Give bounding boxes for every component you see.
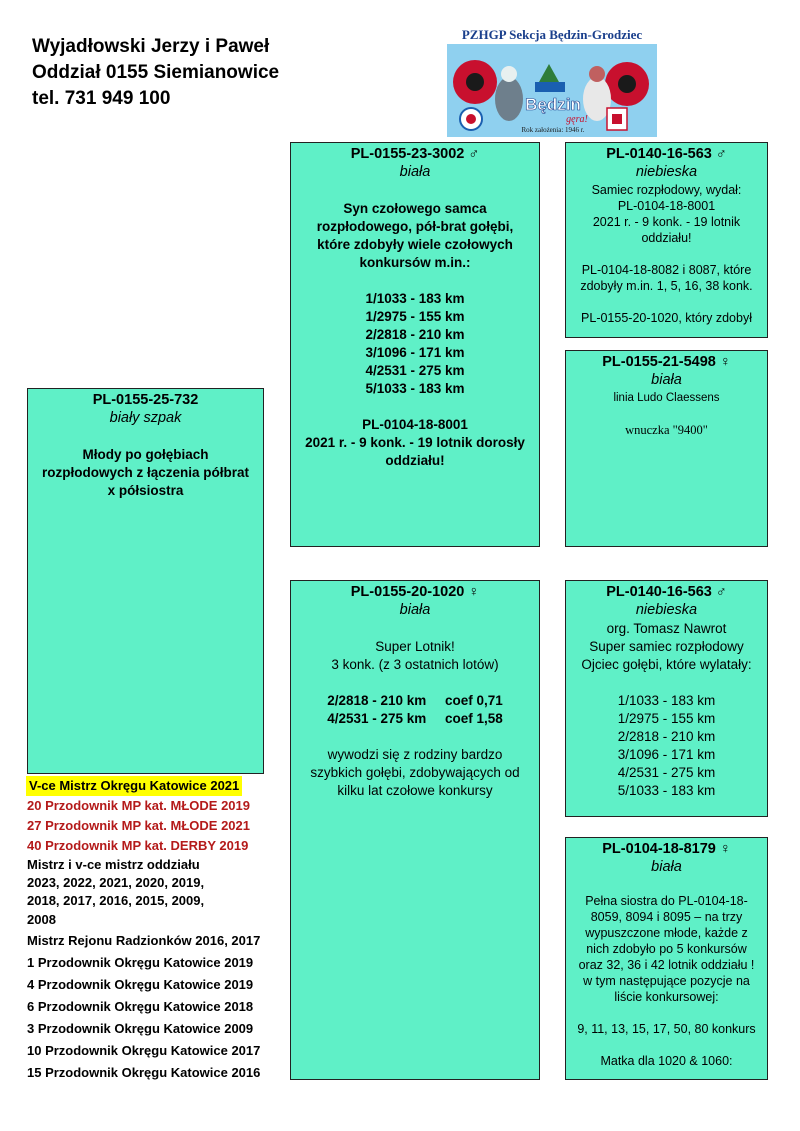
main-bird-ring-id: PL-0155-25-732 xyxy=(92,392,199,408)
achievement-oddzial: 2018, 2017, 2016, 2015, 2009, xyxy=(27,893,205,908)
mf-result: 1/2975 - 155 km xyxy=(617,711,716,726)
logo-graphic xyxy=(447,24,657,137)
pedigree-mother: PL-0155-20-1020 ♀ biała Super Lotnik! 3 konk. (z 3 ostatnich lotów) 2/2818 - 210 km coef 0,71 4/2531 - 275 km coef 1,58 wywodzi się z rodziny bardzo szybkich gołębi, zdobywających od kilku lat czołowe konkursy xyxy=(290,580,540,1080)
mother-result: 4/2531 - 275 km coef 1,58 xyxy=(327,711,503,726)
achievement-item: 4 Przodownik Okręgu Katowice 2019 xyxy=(27,977,254,992)
mf-result: 2/2818 - 210 km xyxy=(617,729,716,744)
main-bird-desc-1: Młody po gołębiach xyxy=(82,447,209,462)
father-result: 3/1096 - 171 km xyxy=(365,345,465,360)
achievements-list xyxy=(27,776,327,1084)
mf-result: 1/1033 - 183 km xyxy=(617,693,716,708)
section-logo xyxy=(447,24,657,137)
pedigree-mother-mother: PL-0104-18-8179 ♀ biała Pełna siostra do PL-0104-18- 8059, 8094 i 8095 – na trzy wypuszczone młode, każde z nich zdobyło po 5 konkursów oraz 32, 36 i 42 lotnik oddziału ! w tym następujące pozycje na liście konkursowej: 9, 11, 13, 15, 17, 50, 80 konkurs Matka dla 1020 & 1060: xyxy=(565,837,768,1080)
fm-ring-id: PL-0155-21-5498 ♀ xyxy=(602,354,731,370)
mf-color: niebieska xyxy=(635,602,698,618)
logo-founded: Rok założenia: 1946 r. xyxy=(521,126,585,134)
father-result: 1/1033 - 183 km xyxy=(365,291,465,306)
main-bird-desc-3: x półsiostra xyxy=(107,483,184,498)
pedigree-father-father: PL-0140-16-563 ♂ niebieska Samiec rozpłodowy, wydał: PL-0104-18-8001 2021 r. - 9 konk. - 19 lotnik oddziału! PL-0104-18-8082 i 8087, które zdobyły m.in. 1, 5, 16, 38 konk. PL-0155-20-1020, który zdobył xyxy=(565,142,768,338)
breeder-header xyxy=(32,34,279,112)
father-result: 5/1033 - 183 km xyxy=(365,381,465,396)
father-ring-id: PL-0155-23-3002 ♂ xyxy=(350,146,480,162)
pedigree-father: PL-0155-23-3002 ♂ biała Syn czołowego samca rozpłodowego, pół-brat gołębi, które zdobyły wiele czołowych konkursów m.in.: 1/1033 - 183 km 1/2975 - 155 km 2/2818 - 210 km 3/1096 - 171 km 4/2531 - 275 km 5/1033 - 183 km PL-0104-18-8001 2021 r. - 9 konk. - 19 lotnik dorosły oddziału! xyxy=(290,142,540,547)
main-bird-desc-2: rozpłodowych z łączenia półbrat xyxy=(41,465,250,480)
achievement-item: Mistrz Rejonu Radzionków 2016, 2017 xyxy=(27,933,261,948)
pigeon-left-icon xyxy=(495,77,523,121)
achievement-red: 20 Przodownik MP kat. MŁODE 2019 xyxy=(27,798,250,813)
father-result: 4/2531 - 275 km xyxy=(365,363,465,378)
logo-title: PZHGP Sekcja Będzin-Grodziec xyxy=(461,27,643,42)
father-result: 2/2818 - 210 km xyxy=(365,327,465,342)
father-color: biała xyxy=(399,164,431,180)
ff-color: niebieska xyxy=(635,164,698,180)
achievement-red: 40 Przodownik MP kat. DERBY 2019 xyxy=(27,838,249,853)
achievement-item: 1 Przodownik Okręgu Katowice 2019 xyxy=(27,955,254,970)
mf-result: 5/1033 - 183 km xyxy=(617,783,716,798)
pedigree-father-mother: PL-0155-21-5498 ♀ biała linia Ludo Claessens wnuczka "9400" xyxy=(565,350,768,547)
breeder-branch: Oddział 0155 Siemianowice xyxy=(32,62,280,83)
achievement-oddzial: 2023, 2022, 2021, 2020, 2019, xyxy=(27,875,205,890)
pedigree-mother-father: PL-0140-16-563 ♂ niebieska org. Tomasz Nawrot Super samiec rozpłodowy Ojciec gołębi, które wylatały: 1/1033 - 183 km 1/2975 - 155 km 2/2818 - 210 km 3/1096 - 171 km 4/2531 - 275 km 5/1033 - 183 km xyxy=(565,580,768,817)
achievement-highlight: V-ce Mistrz Okręgu Katowice 2021 xyxy=(26,776,242,796)
mf-ring-id: PL-0140-16-563 ♂ xyxy=(606,584,727,600)
logo-tagline: gęra! xyxy=(566,114,588,125)
breeder-phone: tel. 731 949 100 xyxy=(32,88,171,109)
achievement-red: 27 Przodownik MP kat. MŁODE 2021 xyxy=(27,818,250,833)
mf-result: 4/2531 - 275 km xyxy=(617,765,716,780)
achievement-item: 3 Przodownik Okręgu Katowice 2009 xyxy=(27,1021,254,1036)
logo-city: Będzin xyxy=(525,95,581,114)
mother-ring-id: PL-0155-20-1020 ♀ xyxy=(350,584,480,600)
main-bird-color: biały szpak xyxy=(109,410,182,426)
achievement-item: 6 Przodownik Okręgu Katowice 2018 xyxy=(27,999,254,1014)
father-result: 1/2975 - 155 km xyxy=(365,309,465,324)
mother-color: biała xyxy=(399,602,431,618)
pedigree-main-bird xyxy=(27,388,264,774)
achievement-item: 15 Przodownik Okręgu Katowice 2016 xyxy=(27,1065,261,1080)
mm-color: biała xyxy=(651,859,682,875)
achievement-oddzial: 2008 xyxy=(27,912,56,927)
breeder-name: Wyjadłowski Jerzy i Paweł xyxy=(32,36,270,57)
ff-ring-id: PL-0140-16-563 ♂ xyxy=(606,146,727,162)
mm-ring-id: PL-0104-18-8179 ♀ xyxy=(602,841,731,857)
achievement-oddzial: Mistrz i v-ce mistrz oddziału xyxy=(27,857,200,872)
fm-color: biała xyxy=(651,372,682,388)
mother-result: 2/2818 - 210 km coef 0,71 xyxy=(327,693,503,708)
achievement-item: 10 Przodownik Okręgu Katowice 2017 xyxy=(27,1043,261,1058)
mf-result: 3/1096 - 171 km xyxy=(617,747,716,762)
